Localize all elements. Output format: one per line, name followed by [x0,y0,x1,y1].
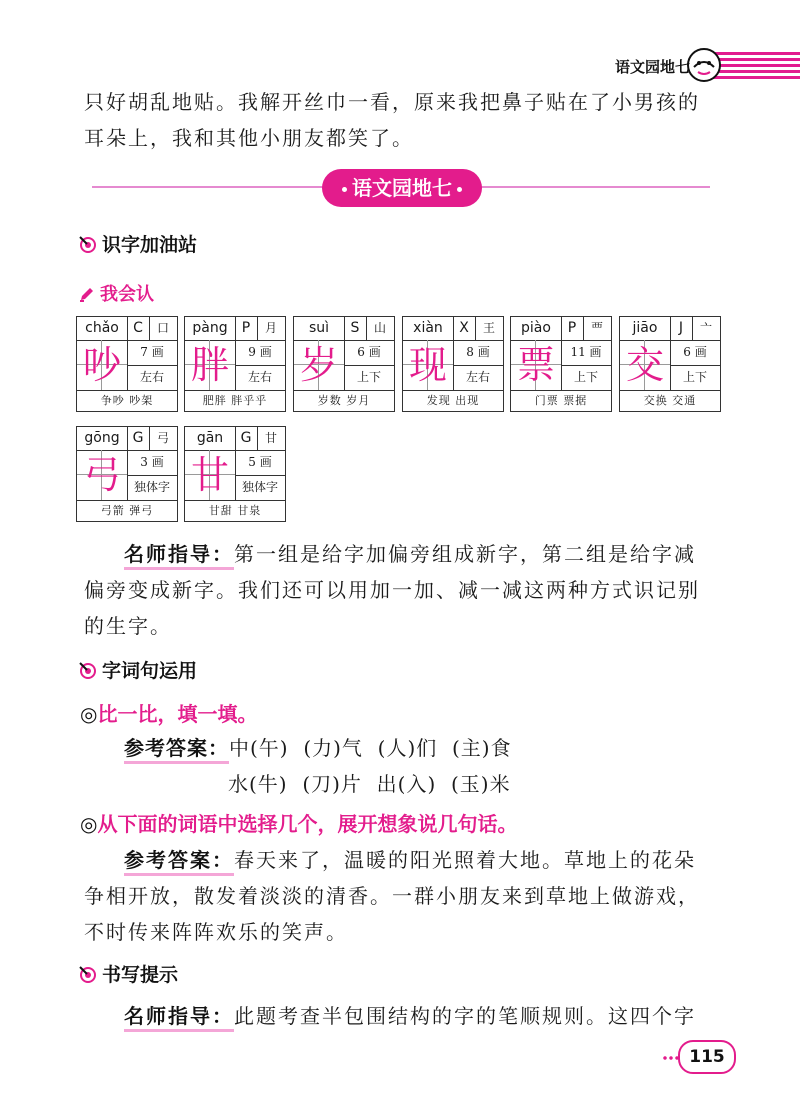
card-character: 胖 [185,340,236,391]
section-banner [322,169,482,207]
card-words: 发现 出现 [426,394,480,407]
pencil-icon [78,285,96,303]
card-structure: 左右 [453,365,503,391]
card-character: 票 [511,340,562,391]
answer-2 [84,842,734,950]
char-card [293,316,395,412]
bullet-icon: ◎ [80,702,98,726]
card-letter: J [670,317,693,341]
card-words: 门票 票据 [534,394,588,407]
char-card [76,426,178,522]
card-words: 弓箭 弹弓 [100,504,154,517]
char-card [184,426,286,522]
char-card [76,316,178,412]
card-character: 吵 [77,340,128,391]
guide-line [84,536,734,572]
card-strokes: 9 画 [235,340,285,366]
card-letter: P [235,317,258,341]
char-card [402,316,504,412]
card-character: 甘 [185,450,236,501]
card-strokes: 6 画 [344,340,394,366]
card-strokes: 6 画 [670,340,720,366]
answer-label: 参考答案： [124,848,234,876]
answer-text: 春天来了，温暖的阳光照着大地。草地上的花朵 [234,848,696,872]
card-strokes: 3 画 [127,450,177,476]
card-words: 争吵 吵架 [100,394,154,407]
card-radical: 亠 [692,317,720,341]
bullet-icon: ◎ [80,812,98,836]
section-title-text: 书写提示 [102,964,179,986]
card-pinyin: piào [511,317,562,341]
card-radical: 甘 [257,427,285,451]
guide-label: 名师指导： [124,1004,234,1032]
guide-label: 名师指导： [124,542,234,570]
guide-line [84,998,734,1034]
intro-line: 耳朵上，我和其他小朋友都笑了。 [84,126,414,150]
answer-line: 不时传来阵阵欢乐的笑声。 [84,920,348,944]
answer-1-line-2: 水(牛) (刀)片 出(入) (玉)米 [228,772,511,796]
card-strokes: 5 画 [235,450,285,476]
card-words: 岁数 岁月 [317,394,371,407]
card-letter: G [235,427,258,451]
section-title-literacy [78,230,197,257]
card-structure: 上下 [561,365,611,391]
card-radical: 口 [149,317,177,341]
card-words: 交换 交通 [643,394,697,407]
target-icon [78,965,98,985]
card-pinyin: gān [185,427,236,451]
card-structure: 左右 [235,365,285,391]
card-pinyin: chǎo [77,317,128,341]
guide-text: 第一组是给字加偏旁组成新字，第二组是给字减 [234,542,696,566]
char-card [510,316,612,412]
card-pinyin: suì [294,317,345,341]
question-text: 从下面的词语中选择几个，展开想象说几句话。 [97,812,518,836]
card-strokes: 8 画 [453,340,503,366]
card-radical: 覀 [583,317,611,341]
banner-dot [457,187,462,192]
section-title-text: 识字加油站 [102,234,198,256]
answer-text: 中(午) (力)气 (人)们 (主)食 [229,736,512,760]
card-structure: 上下 [670,365,720,391]
char-card [184,316,286,412]
card-radical: 山 [366,317,394,341]
question-text: 比一比，填一填。 [97,702,258,726]
card-character: 交 [620,340,671,391]
card-structure: 独体字 [235,475,285,501]
card-letter: S [344,317,367,341]
answer-label: 参考答案： [124,736,229,764]
guide-text: 此题考查半包围结构的字的笔顺规则。这四个字 [234,1004,696,1028]
card-character: 现 [403,340,454,391]
guide-line: 的生字。 [84,614,172,638]
answer-1-line-1 [124,730,512,766]
page-number: 115 [678,1040,736,1074]
card-letter: X [453,317,476,341]
section-title-text: 字词句运用 [102,660,198,682]
card-structure: 上下 [344,365,394,391]
card-structure: 独体字 [127,475,177,501]
card-strokes: 11 画 [561,340,611,366]
card-pinyin: gōng [77,427,128,451]
header-title: 语文园地七 [614,58,690,76]
question-2 [80,806,517,842]
card-structure: 左右 [127,365,177,391]
banner-title: 语文园地七 [352,176,452,200]
teacher-guide-1 [84,536,734,644]
card-strokes: 7 画 [127,340,177,366]
section-title-usage [78,656,197,683]
card-words: 肥胖 胖乎乎 [202,394,268,407]
question-1 [80,696,257,732]
card-pinyin: xiàn [403,317,454,341]
answer-line [84,842,734,878]
book-mascot-icon [686,47,722,83]
banner-dot [342,187,347,192]
card-words: 甘甜 甘泉 [208,504,262,517]
char-card [619,316,721,412]
card-letter: P [561,317,584,341]
card-character: 弓 [77,450,128,501]
answer-line: 争相开放，散发着淡淡的清香。一群小朋友来到草地上做游戏， [84,884,700,908]
card-letter: C [127,317,150,341]
card-character: 岁 [294,340,345,391]
subsection-title-text: 我会认 [100,284,154,305]
card-pinyin: pàng [185,317,236,341]
guide-line: 偏旁变成新字。我们还可以用加一加、减一减这两种方式识记别 [84,578,700,602]
target-icon [78,235,98,255]
card-letter: G [127,427,150,451]
target-icon [78,661,98,681]
card-radical: 月 [257,317,285,341]
card-radical: 王 [475,317,503,341]
teacher-guide-2 [84,998,734,1034]
subsection-title-recognize [78,280,154,306]
section-title-writing [78,960,178,987]
intro-paragraph [84,84,734,156]
card-pinyin: jiāo [620,317,671,341]
card-radical: 弓 [149,427,177,451]
intro-line: 只好胡乱地贴。我解开丝巾一看，原来我把鼻子贴在了小男孩的 [84,90,700,114]
